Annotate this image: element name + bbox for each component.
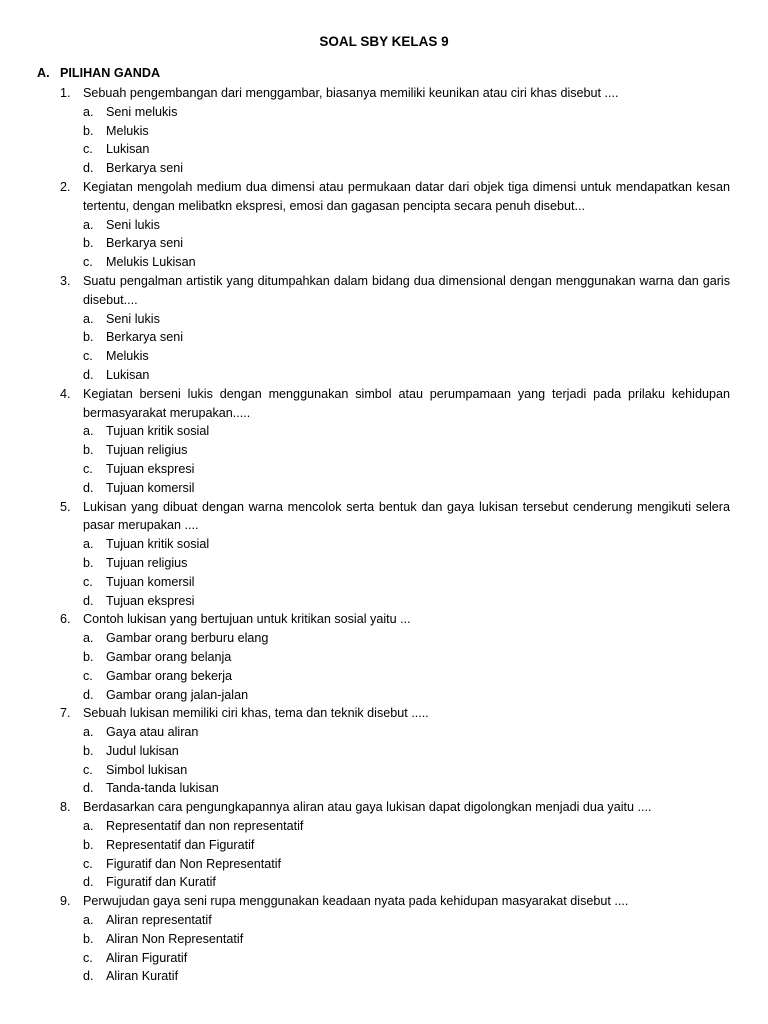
option-letter: d. xyxy=(83,161,94,176)
answer-option xyxy=(0,761,768,780)
question-text: Kegiatan berseni lukis dengan menggunakan simbol atau perumpamaan yang terjadi pada prilaku kehidupan bermasyarakat merupakan..... xyxy=(83,386,730,420)
option-text: Gambar orang bekerja xyxy=(106,668,233,683)
option-text: Tujuan komersil xyxy=(106,574,195,589)
answer-option xyxy=(0,328,768,347)
option-letter: a. xyxy=(83,913,94,928)
option-letter: b. xyxy=(83,931,94,946)
option-text: Seni lukis xyxy=(106,217,160,232)
option-text: Representatif dan non representatif xyxy=(106,819,304,834)
option-text: Tujuan religius xyxy=(106,443,188,458)
question-number: 9. xyxy=(60,894,71,909)
answer-option xyxy=(0,873,768,892)
answer-option xyxy=(0,234,768,253)
answer-option xyxy=(0,441,768,460)
answer-option xyxy=(0,366,768,385)
option-text: Figuratif dan Kuratif xyxy=(106,875,216,890)
question-text: Sebuah lukisan memiliki ciri khas, tema dan teknik disebut ..... xyxy=(83,706,429,721)
section-heading xyxy=(37,66,160,80)
option-letter: b. xyxy=(83,330,94,345)
question-number: 1. xyxy=(60,86,71,100)
question-text: Kegiatan mengolah medium dua dimensi atau permukaan datar dari objek tiga dimensi untuk mendapatkan kesan tertentu, dengan melibatkn ekspresi, emosi dan gagasan pencipta secara penuh disebut... xyxy=(83,179,730,213)
option-text: Figuratif dan Non Representatif xyxy=(106,856,282,871)
option-letter: b. xyxy=(83,837,94,852)
answer-option xyxy=(0,817,768,836)
question-item xyxy=(0,610,768,629)
option-letter: a. xyxy=(83,217,94,232)
option-letter: a. xyxy=(83,725,94,740)
question-item xyxy=(0,498,768,536)
option-letter: a. xyxy=(83,537,94,552)
question-item xyxy=(0,892,768,911)
option-text: Aliran Non Representatif xyxy=(106,931,244,946)
option-text: Tujuan religius xyxy=(106,555,188,570)
page-title: SOAL SBY KELAS 9 xyxy=(319,34,449,49)
answer-option xyxy=(0,122,768,141)
question-text: Perwujudan gaya seni rupa menggunakan keadaan nyata pada kehidupan masyarakat disebut .... xyxy=(83,894,629,909)
question-number: 8. xyxy=(60,800,71,815)
option-letter: a. xyxy=(83,631,94,646)
answer-option xyxy=(0,460,768,479)
option-letter: d. xyxy=(83,875,94,890)
option-letter: b. xyxy=(83,236,94,251)
option-text: Gambar orang jalan-jalan xyxy=(106,687,249,702)
option-text: Tujuan kritik sosial xyxy=(106,537,210,552)
option-letter: c. xyxy=(83,574,93,589)
question-text: Sebuah pengembangan dari menggambar, biasanya memiliki keunikan atau ciri khas disebut .... xyxy=(83,86,619,100)
option-text: Gaya atau aliran xyxy=(106,725,199,740)
option-text: Gambar orang belanja xyxy=(106,649,232,664)
question-number: 6. xyxy=(60,612,71,627)
answer-option xyxy=(0,535,768,554)
option-letter: d. xyxy=(83,593,94,608)
question-text: Suatu pengalman artistik yang ditumpahkan dalam bidang dua dimensional dengan menggunakan warna dan garis disebut.... xyxy=(83,273,730,307)
answer-option xyxy=(0,911,768,930)
option-letter: c. xyxy=(83,142,93,157)
answer-option xyxy=(0,216,768,235)
option-letter: c. xyxy=(83,762,93,777)
option-text: Tujuan kritik sosial xyxy=(106,424,210,439)
option-letter: c. xyxy=(83,461,93,476)
option-letter: d. xyxy=(83,480,94,495)
option-letter: a. xyxy=(83,424,94,439)
option-letter: b. xyxy=(83,123,94,138)
question-number: 2. xyxy=(60,179,71,194)
answer-option xyxy=(0,723,768,742)
answer-option xyxy=(0,949,768,968)
option-text: Seni lukis xyxy=(106,311,160,326)
option-letter: c. xyxy=(83,856,93,871)
option-letter: b. xyxy=(83,649,94,664)
option-text: Gambar orang berburu elang xyxy=(106,631,269,646)
option-letter: d. xyxy=(83,367,94,382)
option-letter: a. xyxy=(83,311,94,326)
option-text: Lukisan xyxy=(106,142,150,157)
question-number: 7. xyxy=(60,706,71,721)
option-text: Tanda-tanda lukisan xyxy=(106,781,219,796)
option-text: Judul lukisan xyxy=(106,743,179,758)
option-text: Tujuan komersil xyxy=(106,480,195,495)
section-label: PILIHAN GANDA xyxy=(60,66,161,80)
question-list xyxy=(0,84,768,986)
option-text: Simbol lukisan xyxy=(106,762,188,777)
question-text: Berdasarkan cara pengungkapannya aliran atau gaya lukisan dapat digolongkan menjadi dua yaitu .... xyxy=(83,800,652,815)
option-text: Tujuan ekspresi xyxy=(106,461,195,476)
option-text: Berkarya seni xyxy=(106,330,183,345)
option-letter: c. xyxy=(83,255,93,270)
option-letter: c. xyxy=(83,668,93,683)
option-letter: c. xyxy=(83,349,93,364)
answer-option xyxy=(0,347,768,366)
question-text: Lukisan yang dibuat dengan warna mencolok serta bentuk dan gaya lukisan tersebut cenderung mengikuti selera pasar merupakan .... xyxy=(83,499,730,533)
answer-option xyxy=(0,629,768,648)
question-number: 3. xyxy=(60,273,71,288)
answer-option xyxy=(0,422,768,441)
option-text: Seni melukis xyxy=(106,104,178,119)
option-text: Berkarya seni xyxy=(106,236,183,251)
answer-option xyxy=(0,648,768,667)
answer-option xyxy=(0,930,768,949)
option-letter: d. xyxy=(83,969,94,984)
option-letter: c. xyxy=(83,950,93,965)
option-text: Melukis xyxy=(106,123,149,138)
answer-option xyxy=(0,310,768,329)
answer-option xyxy=(0,159,768,178)
option-text: Representatif dan Figuratif xyxy=(106,837,255,852)
question-item xyxy=(0,385,768,423)
answer-option xyxy=(0,592,768,611)
answer-option xyxy=(0,554,768,573)
answer-option xyxy=(0,667,768,686)
question-number: 4. xyxy=(60,386,71,401)
question-item xyxy=(0,178,768,216)
option-text: Berkarya seni xyxy=(106,161,183,176)
answer-option xyxy=(0,253,768,272)
answer-option xyxy=(0,686,768,705)
option-text: Aliran Kuratif xyxy=(106,969,179,984)
option-letter: b. xyxy=(83,555,94,570)
option-letter: b. xyxy=(83,743,94,758)
question-item xyxy=(0,272,768,310)
answer-option xyxy=(0,836,768,855)
question-text: Contoh lukisan yang bertujuan untuk kritikan sosial yaitu ... xyxy=(83,612,411,627)
option-letter: a. xyxy=(83,104,94,119)
option-letter: d. xyxy=(83,687,94,702)
question-number: 5. xyxy=(60,499,71,514)
section-letter: A. xyxy=(37,66,50,80)
answer-option xyxy=(0,967,768,986)
question-item xyxy=(0,798,768,817)
option-text: Aliran representatif xyxy=(106,913,212,928)
answer-option xyxy=(0,742,768,761)
answer-option xyxy=(0,573,768,592)
option-letter: d. xyxy=(83,781,94,796)
answer-option xyxy=(0,103,768,122)
option-letter: a. xyxy=(83,819,94,834)
option-text: Melukis Lukisan xyxy=(106,255,196,270)
question-item xyxy=(0,704,768,723)
answer-option xyxy=(0,855,768,874)
option-letter: b. xyxy=(83,443,94,458)
option-text: Tujuan ekspresi xyxy=(106,593,195,608)
answer-option xyxy=(0,479,768,498)
answer-option xyxy=(0,779,768,798)
option-text: Lukisan xyxy=(106,367,150,382)
question-item xyxy=(0,84,768,103)
option-text: Melukis xyxy=(106,349,149,364)
option-text: Aliran Figuratif xyxy=(106,950,188,965)
answer-option xyxy=(0,140,768,159)
